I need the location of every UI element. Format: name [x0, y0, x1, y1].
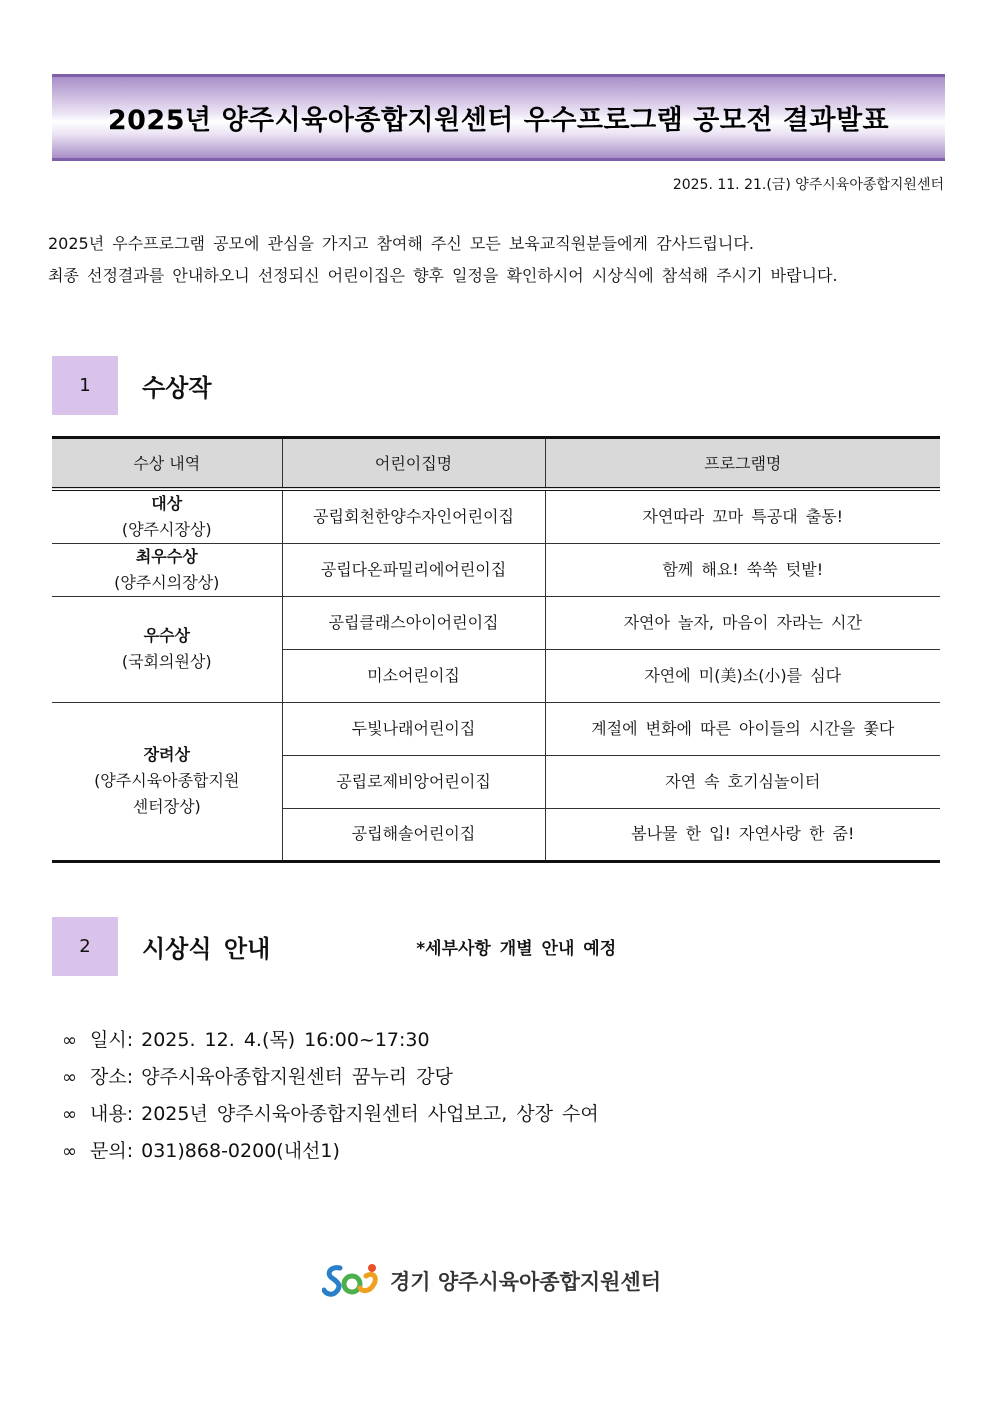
section-2-note: *세부사항 개별 안내 예정 [416, 939, 617, 959]
detail-value: 2025. 12. 4.(목) 16:00~17:30 [141, 1029, 430, 1051]
page-title: 2025년 양주시육아종합지원센터 우수프로그램 공모전 결과발표 [107, 105, 890, 136]
date-line: 2025. 11. 21.(금) 양주시육아종합지원센터 [672, 177, 944, 193]
program-name: 계절에 변화에 따른 아이들의 시간을 쫓다 [545, 702, 940, 755]
center-name: 공립회천한양수자인어린이집 [282, 489, 545, 544]
award-name: 최우수상 [135, 546, 198, 566]
program-name: 자연에 미(美)소(小)를 심다 [545, 649, 940, 702]
section-2-header [52, 917, 616, 976]
award-cell [52, 543, 282, 596]
table-row [52, 543, 940, 596]
award-sub-2: 센터장상) [132, 797, 201, 816]
section-2-title: 시상식 안내 [142, 935, 271, 963]
program-name: 자연아 놀자, 마음이 자라는 시간 [545, 596, 940, 649]
intro-text [48, 228, 948, 292]
header-center: 어린이집명 [282, 438, 545, 489]
infinity-icon: ∞ [62, 1067, 77, 1088]
intro-line-1: 2025년 우수프로그램 공모에 관심을 가지고 참여해 주신 모든 보육교직원분들에게 감사드립니다. [48, 234, 754, 253]
award-sub: (양주시의장상) [114, 572, 220, 592]
program-name: 자연따라 꼬마 특공대 출동! [545, 489, 940, 544]
section-2-number: 2 [52, 917, 118, 976]
footer-logo [322, 1262, 661, 1300]
detail-label: 문의: [90, 1140, 134, 1162]
awards-table [52, 436, 940, 863]
center-name: 두빛나래어린이집 [282, 702, 545, 755]
detail-value: 양주시육아종합지원센터 꿈누리 강당 [141, 1066, 453, 1088]
detail-label: 일시: [90, 1029, 134, 1051]
program-name: 자연 속 호기심놀이터 [545, 755, 940, 808]
detail-value: 031)868-0200(내선1) [141, 1140, 340, 1162]
section-1-header [52, 356, 212, 415]
center-name: 공립다온파밀리에어린이집 [282, 543, 545, 596]
center-name: 공립해솔어린이집 [282, 808, 545, 861]
detail-label: 내용: [90, 1103, 134, 1125]
infinity-icon: ∞ [62, 1030, 77, 1051]
table-header-row [52, 438, 940, 489]
award-sub: (양주시육아종합지원 [94, 771, 240, 790]
detail-row [62, 1022, 599, 1059]
intro-line-2: 최종 선정결과를 안내하오니 선정되신 어린이집은 향후 일정을 확인하시어 시상식에 참석해 주시기 바랍니다. [48, 266, 838, 285]
award-sub: (양주시장상) [121, 519, 212, 539]
detail-label: 장소: [90, 1066, 134, 1088]
detail-row [62, 1096, 599, 1133]
header-program: 프로그램명 [545, 438, 940, 489]
infinity-icon: ∞ [62, 1141, 77, 1162]
header-award: 수상 내역 [52, 438, 282, 489]
table-row [52, 702, 940, 755]
detail-value: 2025년 양주시육아종합지원센터 사업보고, 상장 수여 [141, 1103, 599, 1125]
center-name: 공립로제비앙어린이집 [282, 755, 545, 808]
center-name: 미소어린이집 [282, 649, 545, 702]
infinity-icon: ∞ [62, 1104, 77, 1125]
table-row [52, 596, 940, 649]
detail-row [62, 1059, 599, 1096]
award-cell [52, 596, 282, 702]
center-name: 공립클래스아이어린이집 [282, 596, 545, 649]
award-cell [52, 489, 282, 544]
footer-org-name: 경기 양주시육아종합지원센터 [390, 1270, 662, 1294]
award-name: 장려상 [143, 745, 190, 764]
section-1-number: 1 [52, 356, 118, 415]
section-1-title: 수상작 [142, 374, 212, 402]
table-row [52, 489, 940, 544]
title-banner [52, 74, 945, 161]
program-name: 봄나물 한 입! 자연사랑 한 줌! [545, 808, 940, 861]
program-name: 함께 해요! 쑥쑥 텃밭! [545, 543, 940, 596]
award-name: 우수상 [143, 626, 190, 645]
award-name: 대상 [151, 493, 183, 513]
center-logo-icon [322, 1262, 384, 1300]
ceremony-details [62, 1022, 599, 1170]
detail-row [62, 1133, 599, 1170]
award-cell [52, 702, 282, 861]
award-sub: (국회의원상) [121, 652, 212, 671]
